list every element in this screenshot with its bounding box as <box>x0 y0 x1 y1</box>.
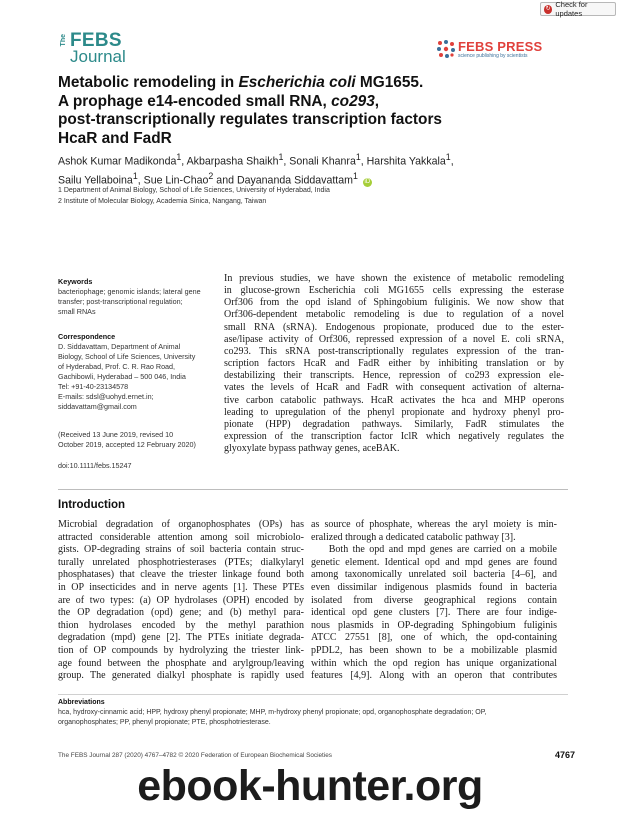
febs-press-tagline: science publishing by scientists <box>458 53 528 59</box>
author-name[interactable]: Sailu Yellaboina <box>58 174 133 187</box>
abbreviations-block: Abbreviations hca, hydroxy-cinnamic acid; HPP, hydroxy phenyl propionate; MHP, m-hydroxy phenyl propionate; opd, organophosphate degradation; OP, organophosphates; PP, phenyl propionate; PTE, phosphotriesterase. <box>58 698 568 728</box>
journal-logo-journal: Journal <box>70 47 126 66</box>
watermark-text: ebook-hunter.org <box>137 762 483 810</box>
orcid-icon[interactable]: iD <box>364 179 371 186</box>
check-for-updates-button[interactable] <box>540 2 616 16</box>
keywords-block: Keywords bacteriophage; genomic islands; lateral gene transfer; post-transcriptional regulation; small RNAs <box>58 277 218 317</box>
affiliation-2: 2 Institute of Molecular Biology, Academia Sinica, Nangang, Taiwan <box>58 198 267 205</box>
check-for-updates-label: Check for updates <box>555 0 588 18</box>
author-list: Ashok Kumar Madikonda$^1$, Akbarpasha Shaikh$^1$, Sonali Khanra$^1$, Harshita Yakkala$^1$, Sailu Yellaboina$^1$, Sue Lin-Chao$^2$ and Dayananda Siddavattam$^1$ iD <box>58 152 454 187</box>
correspondence-heading: Correspondence <box>58 332 116 341</box>
abbreviations-heading: Abbreviations <box>58 699 105 706</box>
journal-footer: The FEBS Journal 287 (2020) 4767–4782 © 2020 Federation of European Biochemical Societies <box>58 752 332 759</box>
author-name[interactable]: Ashok Kumar Madikonda <box>58 155 177 168</box>
title-line: A prophage e14-encoded small RNA, co293, <box>58 92 380 110</box>
author-name[interactable]: Sue Lin-Chao <box>143 174 209 187</box>
doi[interactable]: doi:10.1111/febs.15247 <box>58 461 132 470</box>
abstract: In previous studies, we have shown the existence of metabolic remodeling in glucose-grown Escherichia coli MG1655 cells expressing the esterase Orf306 from the opd island of Sphingobium fuliginis. We now show that Orf306-dependent metabolic remodeling is due to regulation of a novel small RNA (sRNA). Endogenous propionate, produced due to the ester- ase/lipase activity of Orf306, repressed expression of a novel E. coli sRNA, co293. This sRNA post-transcriptionally regulates expression of the tran- scription factors HcaR and FadR either by inhibiting translation or by destabilizing their transcripts. Hence, repression of co293 expression ele- vates the levels of HcaR and FadR with consequent activation of alterna- tive carbon catabolic pathways. HcaR activates the hca and MHP operons leading to upregulation of the phenyl propionate and hydroxy phenyl pro- pionate (HPP) degradation pathways. Similarly, FadR stimulates the expression of the transcription factor IclR which negatively regulates the glyoxylate bypass pathway genes, aceBAK. <box>224 273 564 455</box>
author-conjunction: and <box>216 174 234 187</box>
page-number: 4767 <box>555 750 576 760</box>
correspondence-block: Correspondence D. Siddavattam, Department of Animal Biology, School of Life Sciences, University of Hyderabad, Prof. C. R. Rao Road, Gachibowli, Hyderabad – 500 046, India Tel: +91-40-23134578 E-mails: sdsl@uohyd.ernet.in; siddavattam@gmail.com <box>58 332 218 412</box>
title-line: Metabolic remodeling in Escherichia coli MG1655. <box>58 74 424 91</box>
journal-logo-the: The <box>60 34 67 47</box>
affiliation-1: 1 Department of Animal Biology, School of Life Sciences, University of Hyderabad, India <box>58 187 330 194</box>
email-link[interactable]: siddavattam@gmail.com <box>58 402 137 411</box>
abbreviations-divider <box>58 694 568 695</box>
author-name[interactable]: Sonali Khanra <box>289 155 356 168</box>
title-line: post-transcriptionally regulates transcription factors <box>58 111 442 128</box>
introduction-left-column: Microbial degradation of organophosphates (OPs) has attracted considerable attention among soil microbiolo- gists. OP-degrading strains of soil bacteria contain struc- turally unrelated phosphotriesterases (PTEs; dialkylaryl phosphatases) that cleave the triester linkage found both in OP insecticides and in nerve agents [1]. These PTEs are of two types: (a) OP hydrolases (OPH) encoded by the OP degradation (opd) gene; and (b) methyl para- thion hydrolases encoded by the methyl parathion degradation (mpd) gene [2]. The PTEs initiate degrada- tion of OP compounds by hydrolyzing the triester link- age found between the phosphate and arylgroup/leaving group. The generated dialkyl phosphate is rapidly used <box>58 519 304 682</box>
email-link[interactable]: E-mails: sdsl@uohyd.ernet.in; <box>58 392 154 401</box>
keywords-heading: Keywords <box>58 277 93 286</box>
section-divider <box>58 489 568 490</box>
author-name[interactable]: Dayananda Siddavattam <box>236 174 353 187</box>
title-line: HcaR and FadR <box>58 129 172 147</box>
journal-logo <box>60 30 142 68</box>
febs-press-name: FEBS PRESS <box>458 39 543 54</box>
article-title <box>58 74 578 148</box>
author-name[interactable]: Harshita Yakkala <box>366 155 446 168</box>
journal-logo-febs: FEBS <box>70 30 122 51</box>
article-dates: (Received 13 June 2019, revised 10 October 2019, accepted 12 February 2020) <box>58 430 196 449</box>
introduction-right-column: as source of phosphate, whereas the aryl moiety is min- eralized through a dedicated catabolic pathway [3]. Both the opd and mpd genes are carried on a mobile genetic element. Identical opd and mpd genes are found among taxonomically unrelated soil bacteria [4–6], and even dissimilar indigenous plasmids found in bacteria isolated from diverse geographical regions contain identical opd gene clusters [7]. There are four indige- nous plasmids in OP-degrading Sphingobium fuliginis ATCC 27551 [8], one of which, the opd-containing pPDL2, has been shown to be a mobilizable plasmid within which the opd region has unique organizational features [4,9]. Along with an operon that contributes <box>311 519 557 682</box>
author-name[interactable]: Akbarpasha Shaikh <box>186 155 279 168</box>
febs-press-dots-icon <box>436 39 456 59</box>
update-icon: ↻ <box>545 5 551 12</box>
febs-press-logo <box>436 38 560 62</box>
introduction-heading: Introduction <box>58 499 126 511</box>
